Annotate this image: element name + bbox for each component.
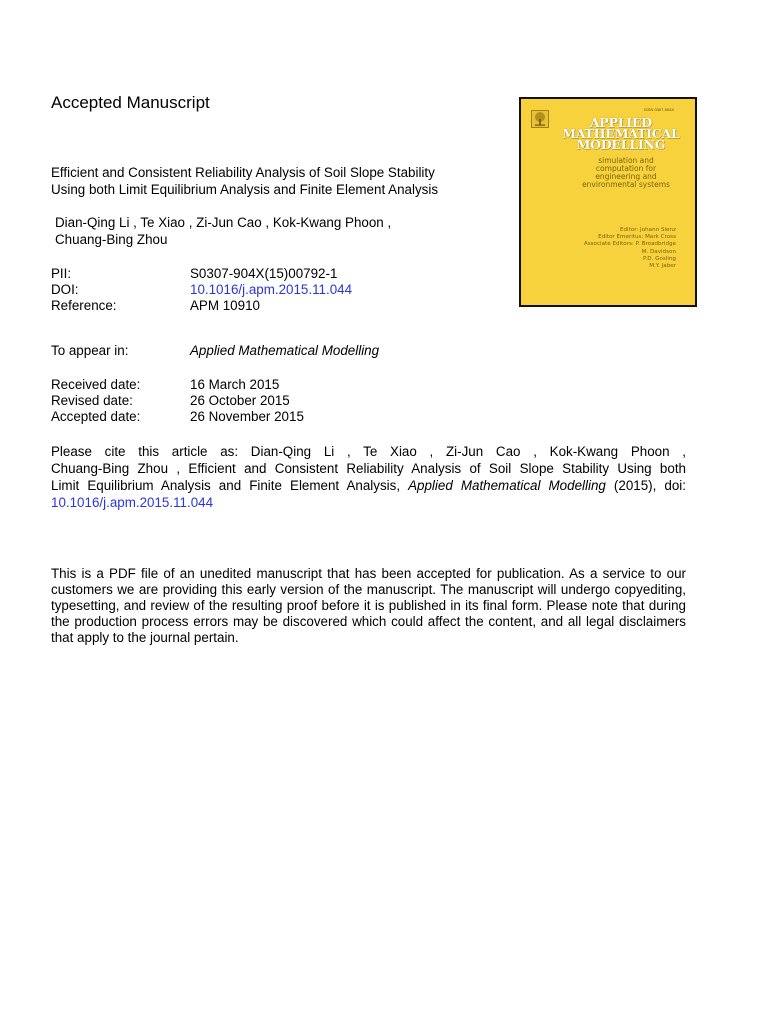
citation-line-3 <box>51 477 686 494</box>
manuscript-notice: This is a PDF file of an unedited manuscript that has been accepted for publication. As a service to our customers we are providing this early version of the manuscript. The manuscript will undergo copyediting, typesetting, and review of the resulting proof before it is published in its final form. Please note that during the production process errors may be discovered which could affect the content, and all legal disclaimers that apply to the journal pertain. <box>51 566 686 645</box>
revised-value: 26 October 2015 <box>190 393 290 408</box>
author-line-2: Chuang-Bing Zhou <box>55 232 168 247</box>
cover-title-line-3: MODELLING <box>576 137 666 152</box>
accepted-label: Accepted date: <box>51 409 141 424</box>
cover-editor-line-3: Associate Editors: P. Broadbridge <box>583 241 676 248</box>
cover-subtitle-line-3: engineering and <box>595 172 657 181</box>
appear-label: To appear in: <box>51 343 129 358</box>
reference-value: APM 10910 <box>190 298 260 313</box>
citation-line-1: Please cite this article as: Dian-Qing Li , Te Xiao , Zi-Jun Cao , Kok-Kwang Phoon , <box>51 444 686 459</box>
pii-label: PII: <box>51 266 72 281</box>
journal-cover <box>519 97 697 307</box>
cover-journal-title <box>551 117 691 150</box>
cover-subtitle-line-1: simulation and <box>598 156 654 165</box>
doi-label: DOI: <box>51 282 79 297</box>
cover-editor-line-2: Editor Emeritus: Mark Cross <box>598 234 676 241</box>
cover-subtitle-line-4: environmental systems <box>582 180 670 189</box>
pii-value: S0307-904X(15)00792-1 <box>190 266 338 281</box>
received-value: 16 March 2015 <box>190 377 280 392</box>
author-line-1: Dian-Qing Li , Te Xiao , Zi-Jun Cao , Kok-Kwang Phoon , <box>55 215 392 230</box>
citation-doi-link[interactable]: 10.1016/j.apm.2015.11.044 <box>51 495 214 510</box>
cover-editor-line-4: M. Davidson <box>641 248 676 255</box>
accepted-value: 26 November 2015 <box>190 409 304 424</box>
doi-link[interactable]: 10.1016/j.apm.2015.11.044 <box>190 282 353 297</box>
article-title <box>51 164 501 198</box>
revised-label: Revised date: <box>51 393 133 408</box>
cover-subtitle <box>561 157 691 189</box>
cover-editors <box>541 227 676 270</box>
author-list <box>55 214 495 248</box>
appear-journal: Applied Mathematical Modelling <box>190 343 380 358</box>
cover-editor-line-5: P.D. Gosling <box>642 255 676 262</box>
cover-title-line-1: APPLIED <box>589 115 653 130</box>
elsevier-tree-icon <box>531 110 549 128</box>
cover-editor-line-1: Editor: Johann Sienz <box>619 227 676 233</box>
received-label: Received date: <box>51 377 141 392</box>
reference-label: Reference: <box>51 298 117 313</box>
cover-editor-line-6: M.Y. Jaber <box>649 263 676 270</box>
article-title-line-2: Using both Limit Equilibrium Analysis and Finite Element Analysis <box>51 182 439 197</box>
citation-line-3-text: Limit Equilibrium Analysis and Finite Element Analysis, <box>51 478 409 493</box>
citation-journal: Applied Mathematical Modelling <box>408 478 606 493</box>
cover-title-line-2: MATHEMATICAL <box>562 126 680 141</box>
cover-issn: ISSN 0307-904X <box>644 107 675 112</box>
manuscript-heading: Accepted Manuscript <box>51 93 210 112</box>
citation-line-2: Chuang-Bing Zhou , Efficient and Consistent Reliability Analysis of Soil Slope Stability Using both <box>51 461 686 476</box>
citation-year-doi: (2015), doi: <box>605 478 686 493</box>
cover-subtitle-line-2: computation for <box>595 164 657 173</box>
article-title-line-1: Efficient and Consistent Reliability Analysis of Soil Slope Stability <box>51 165 435 180</box>
citation-block <box>51 443 686 511</box>
